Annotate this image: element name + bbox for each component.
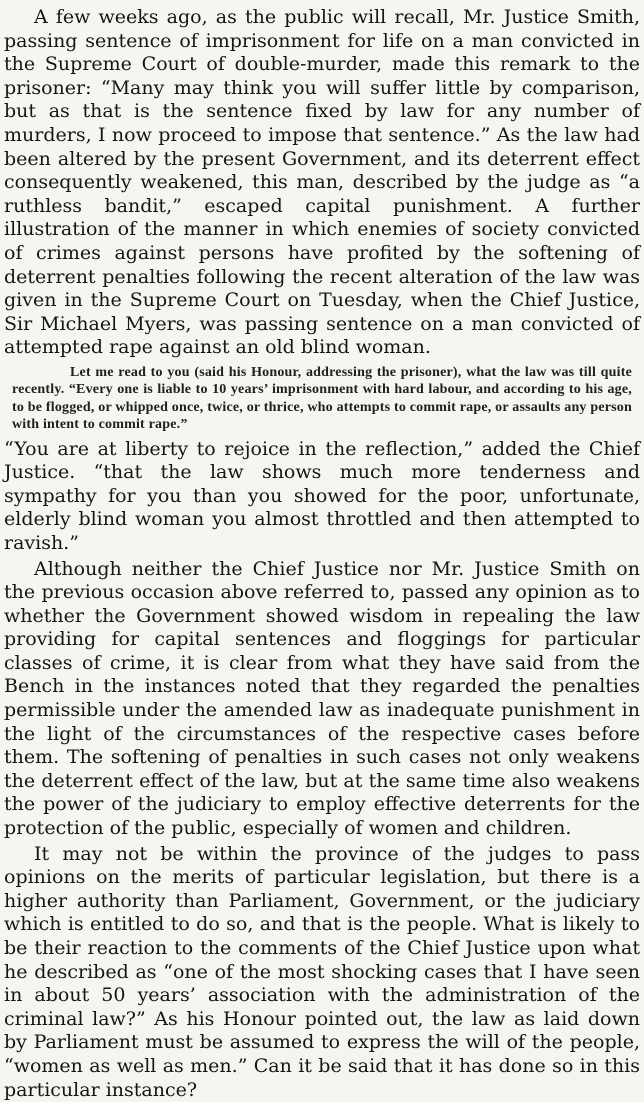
paragraph-people-authority: It may not be within the province of the judges to pass opinions on the merits of particular legislation, but there is a higher authority than Parliament, Government, or the judiciary which is entitled to do so, and that is the people. What is likely to be their reaction to the comments of the Chief Justice upon what he described as “one of the most shocking cases that I have seen in about 50 years’ association with the administration of the criminal law?” As his Honour pointed out, the law as laid down by Parliament must be assumed to express the will of the people, “women as well as men.” Can it be said that it has done so in this particular instance? [4, 842, 640, 1101]
editorial-column [4, 6, 640, 1102]
paragraph-chief-justice-remark: “You are at liberty to rejoice in the reflection,” added the Chief Justice. “that the law shows much more tenderness and sympathy for you than you showed for the poor, unfortunate, elderly blind woman you almost throttled and then attempted to ravish.” [4, 437, 640, 554]
quoted-statute: Let me read to you (said his Honour, addressing the prisoner), what the law was till quite recently. “Every one is liable to 10 years’ imprisonment with hard labour, and according to his age, to be flogged, or whipped once, twice, or thrice, who attempts to commit rape, or assaults any person with intent to commit rape.” [12, 364, 632, 433]
paragraph-opening: A few weeks ago, as the public will recall, Mr. Justice Smith, passing sentence of imprisonment for life on a man convicted in the Supreme Court of double-murder, made this remark to the prisoner: “Many may think you will suffer little by comparison, but as that is the sentence fixed by law for any number of murders, I now proceed to impose that sentence.” As the law had been altered by the present Government, and its deterrent effect consequently weakened, this man, described by the judge as “a ruthless bandit,” escaped capital punishment. A further illustration of the manner in which enemies of society convicted of crimes against persons have profited by the softening of deterrent penalties following the recent alteration of the law was given in the Supreme Court on Tuesday, when the Chief Justice, Sir Michael Myers, was passing sentence on a man convicted of attempted rape against an old blind woman. [4, 6, 640, 359]
paragraph-judiciary: Although neither the Chief Justice nor Mr. Justice Smith on the previous occasion above referred to, passed any opinion as to whether the Government showed wisdom in repealing the law providing for capital sentences and floggings for particular classes of crime, it is clear from what they have said from the Bench in the instances noted that they regarded the penalties permissible under the amended law as inadequate punishment in the light of the circumstances of the respective cases before them. The softening of penalties in such cases not only weakens the deterrent effect of the law, but at the same time also weakens the power of the judiciary to employ effective deterrents for the protection of the public, especially of women and children. [4, 557, 640, 840]
